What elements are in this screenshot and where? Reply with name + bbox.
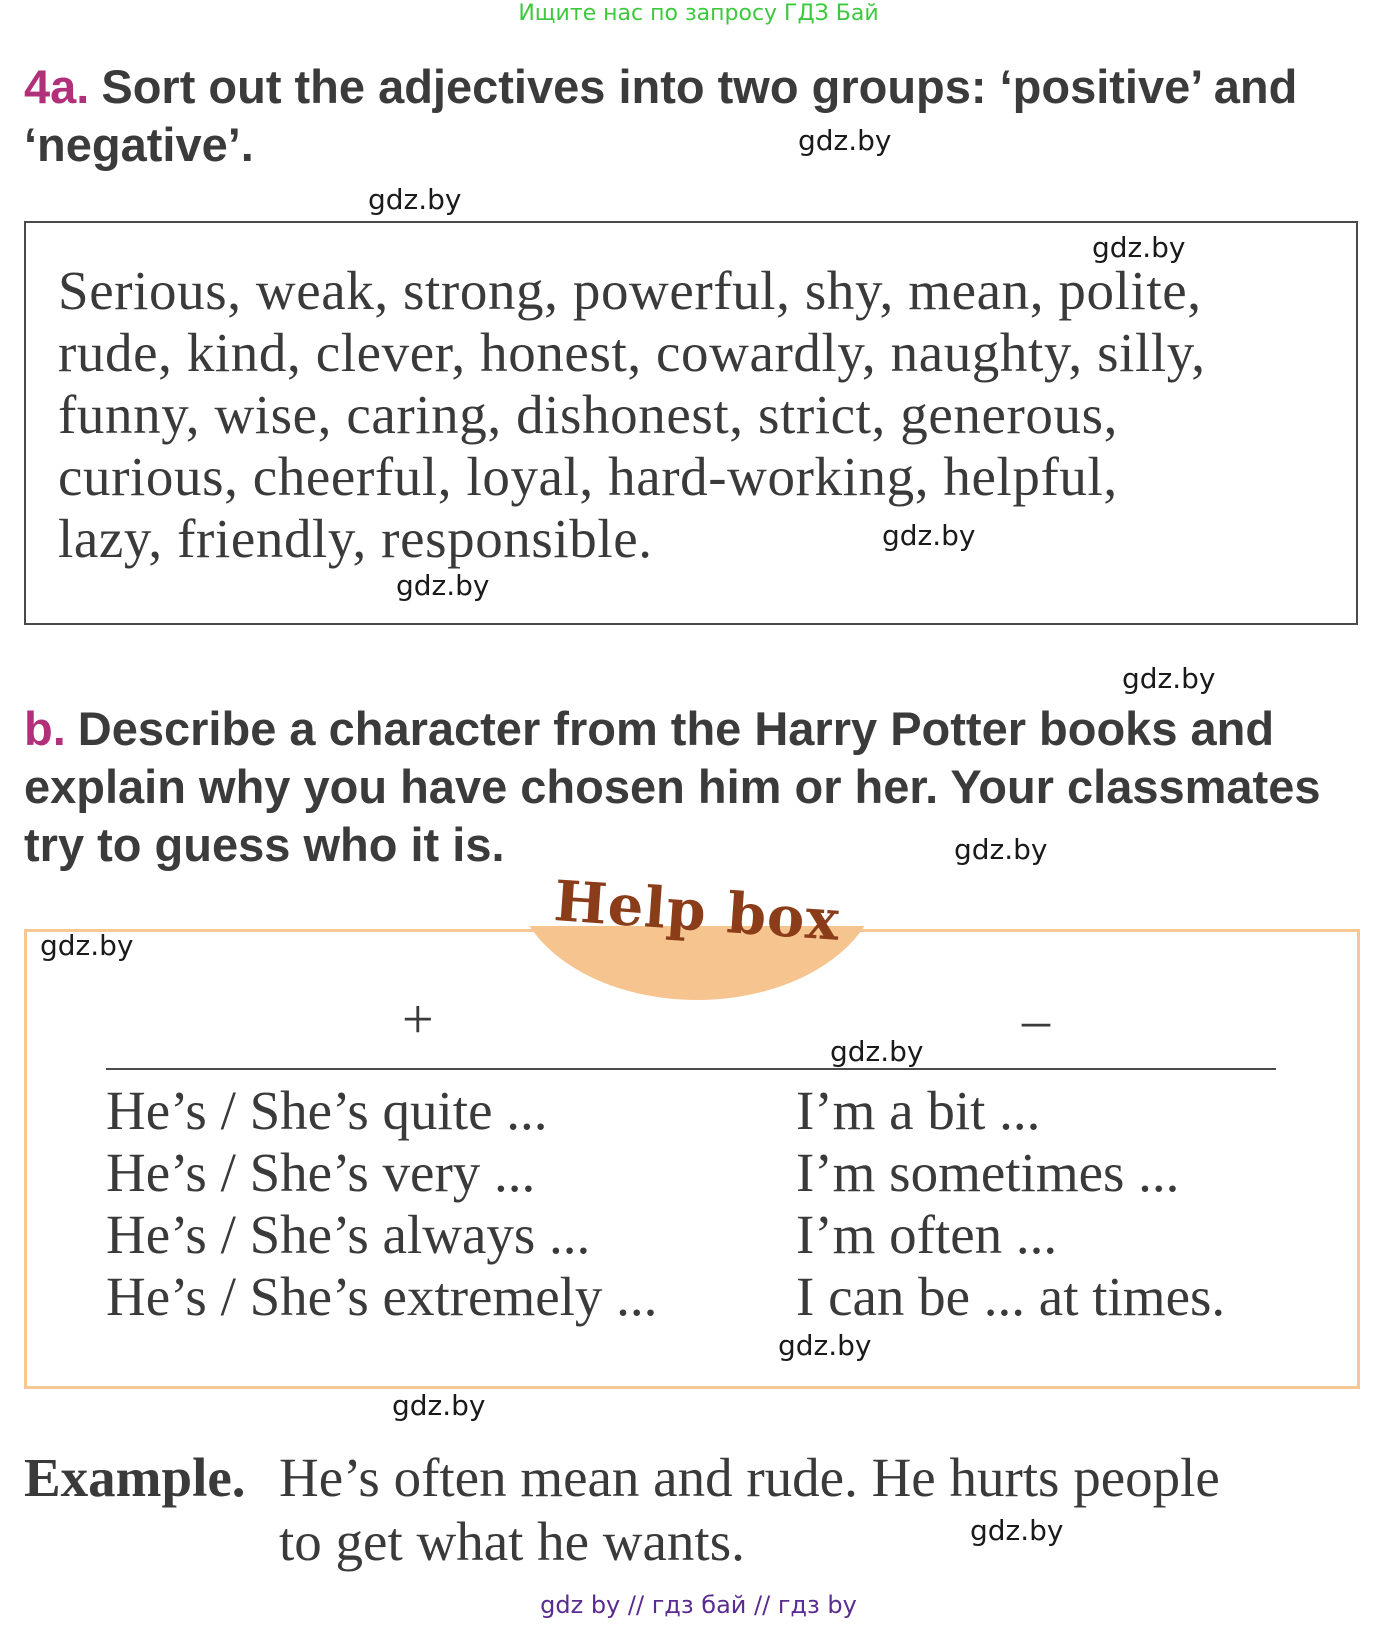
watermark: gdz.by [392,1389,486,1422]
watermark: gdz.by [778,1329,872,1362]
watermark: gdz.by [798,124,892,157]
watermark: gdz.by [1122,662,1216,695]
phrase: I can be ... at times. [796,1266,1226,1327]
positive-phrases [106,1080,657,1328]
watermark: gdz.by [1092,231,1186,264]
help-box-divider [106,1068,1276,1070]
adjectives-line: funny, wise, caring, dishonest, strict, generous, [58,384,1118,445]
watermark: gdz.by [396,569,490,602]
phrase: He’s / She’s always ... [106,1204,591,1265]
task-number: 4a. [24,60,90,113]
adjectives-line: curious, cheerful, loyal, hard-working, helpful, [58,446,1118,507]
phrase: I’m often ... [796,1204,1058,1265]
phrase: He’s / She’s quite ... [106,1080,548,1141]
negative-phrases [796,1080,1225,1328]
adjectives-line: Serious, weak, strong, powerful, shy, mean, polite, [58,260,1202,321]
watermark: gdz.by [830,1035,924,1068]
task-4a-heading [24,58,1364,174]
example-text-line: to get what he wants. [279,1511,745,1572]
phrase: He’s / She’s very ... [106,1142,536,1203]
example [24,1446,1374,1574]
adjectives-line: rude, kind, clever, honest, cowardly, naughty, silly, [58,322,1206,383]
watermark: gdz.by [970,1514,1064,1547]
footer-links: gdz by // гдз бай // гдз by [540,1591,857,1619]
adjectives-line: lazy, friendly, responsible. [58,508,653,569]
phrase: I’m sometimes ... [796,1142,1180,1203]
watermark: gdz.by [882,519,976,552]
watermark: gdz.by [368,183,462,216]
site-banner: Ищите нас по запросу ГДЗ Бай [518,1,879,26]
plus-sign: + [402,989,434,1051]
minus-sign: – [1022,989,1050,1051]
watermark: gdz.by [954,833,1048,866]
task-instruction: Describe a character from the Harry Potter books and explain why you have chosen him or her. Your classmates try to guess who it is. [24,702,1321,871]
phrase: I’m a bit ... [796,1080,1041,1141]
task-b-heading [24,700,1369,874]
task-instruction: Sort out the adjectives into two groups: ‘positive’ and ‘negative’. [24,60,1298,171]
watermark: gdz.by [40,929,134,962]
phrase: He’s / She’s extremely ... [106,1266,658,1327]
help-box-title: Help box [551,868,843,954]
example-label: Example. [24,1447,246,1508]
example-text-line: He’s often mean and rude. He hurts people [279,1447,1220,1508]
task-number: b. [24,702,66,755]
adjectives-list [58,260,1328,570]
